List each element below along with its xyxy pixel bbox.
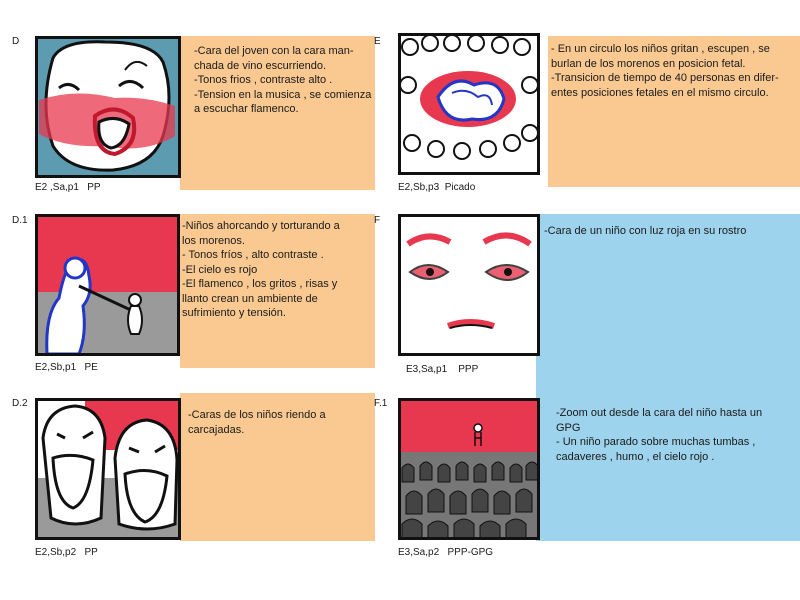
panel-f-shot-label: E3,Sa,p1 PPP	[406, 364, 479, 375]
panel-d2-sketch	[35, 398, 181, 540]
panel-e-shot-label: E2,Sb,p3 Picado	[398, 182, 476, 193]
panel-e-notes: - En un circulo los niños gritan , escupen , se burlan de los morenos en posicion fetal. -Transicion de tiempo de 40 personas en difer- entes posiciones fetales en el mismo circulo.	[551, 43, 779, 99]
panel-f1-id: F.1	[374, 398, 388, 409]
panel-d2-notes: -Caras de los niños riendo a carcajadas.	[188, 409, 326, 436]
panel-d1-shot-label: E2,Sb,p1 PE	[35, 362, 98, 373]
circle-of-children-sketch	[398, 33, 540, 175]
graveyard-sketch	[398, 398, 540, 540]
panel-d1-sketch	[35, 214, 180, 356]
panel-d1-notes: -Niños ahorcando y torturando a los morenos. - Tonos fríos , alto contraste . -El cielo es rojo -El flamenco , los gritos , risas y llanto crean un ambiente de sufrimiento y tensión.	[182, 220, 340, 319]
angry-face-sketch	[398, 214, 540, 356]
panel-f-id: F	[374, 215, 381, 226]
panel-d-sketch	[35, 36, 181, 178]
panel-f1-sketch	[398, 398, 540, 540]
panel-d-id: D	[12, 36, 20, 47]
hanging-scene-sketch	[35, 214, 180, 356]
panel-d2-id: D.2	[12, 398, 28, 409]
panel-d-notes: -Cara del joven con la cara man- chada de vino escurriendo. -Tonos frios , contraste alto . -Tension en la musica , se comienza a escuchar flamenco.	[194, 45, 372, 115]
panel-f-sketch	[398, 214, 540, 356]
crying-face-sketch	[35, 36, 181, 178]
panel-e-id: E	[374, 36, 381, 47]
panel-d2-shot-label: E2,Sb,p2 PP	[35, 547, 98, 558]
panel-d-shot-label: E2 ,Sa,p1 PP	[35, 182, 101, 193]
note-background-f	[536, 214, 800, 541]
panel-d1-id: D.1	[12, 215, 28, 226]
panel-f1-notes: -Zoom out desde la cara del niño hasta un GPG - Un niño parado sobre muchas tumbas , cadaveres , humo , el cielo rojo .	[556, 407, 763, 463]
panel-f1-shot-label: E3,Sa,p2 PPP-GPG	[398, 547, 494, 558]
panel-f-notes: -Cara de un niño con luz roja en su rostro	[544, 225, 747, 237]
laughing-faces-sketch	[35, 398, 181, 540]
panel-e-sketch	[398, 33, 540, 175]
